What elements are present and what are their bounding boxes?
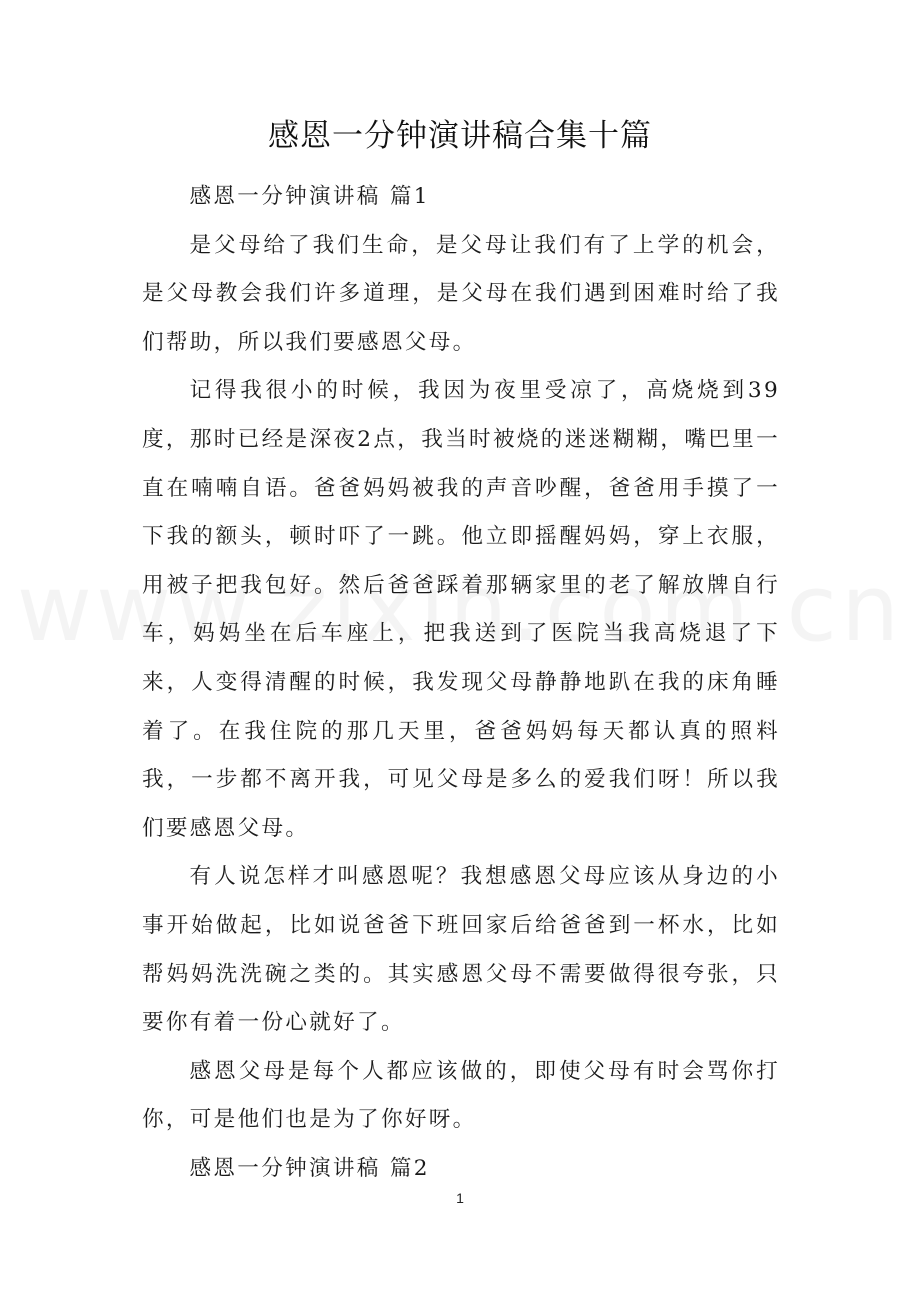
section-heading-2: 感恩一分钟演讲稿 篇2 <box>189 1155 430 1181</box>
paragraph-2: 记得我很小的时候，我因为夜里受凉了，高烧烧到39度，那时已经是深夜2点，我当时被烧的迷迷糊糊，嘴巴里一直在喃喃自语。爸爸妈妈被我的声音吵醒，爸爸用手摸了一下我的额头，顿时吓了一跳。他立即摇醒妈妈，穿上衣服，用被子把我包好。然后爸爸踩着那辆家里的老了解放牌自行车，妈妈坐在后车座上，把我送到了医院当我高烧退了下来，人变得清醒的时候，我发现父母静静地趴在我的床角睡着了。在我住院的那几天里，爸爸妈妈每天都认真的照料我，一步都不离开我，可见父母是多么的爱我们呀！所以我们要感恩父母。 <box>142 378 780 841</box>
document-body <box>142 173 780 1193</box>
document-title: 感恩一分钟演讲稿合集十篇 <box>268 118 652 154</box>
paragraph-4: 感恩父母是每个人都应该做的，即使父母有时会骂你打你，可是他们也是为了你好呀。 <box>142 1058 780 1133</box>
page-number: 1 <box>456 1190 464 1206</box>
paragraph-1: 是父母给了我们生命，是父母让我们有了上学的机会，是父母教会我们许多道理，是父母在我们遇到困难时给了我们帮助，所以我们要感恩父母。 <box>142 232 780 355</box>
section-heading-1: 感恩一分钟演讲稿 篇1 <box>189 184 430 209</box>
paragraph-3: 有人说怎样才叫感恩呢？我想感恩父母应该从身边的小事开始做起，比如说爸爸下班回家后给爸爸到一杯水，比如帮妈妈洗洗碗之类的。其实感恩父母不需要做得很夸张，只要你有着一份心就好了。 <box>142 864 780 1036</box>
